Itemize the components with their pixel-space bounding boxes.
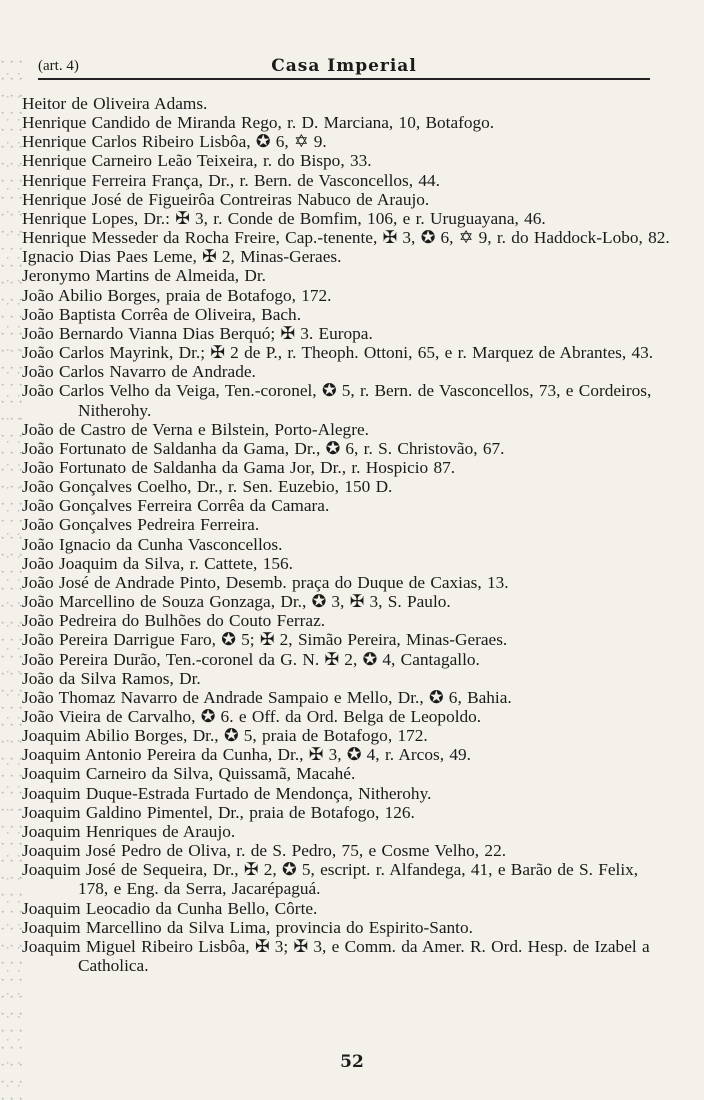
list-item: João Fortunato de Saldanha da Gama Jor, Dr., r. Hospicio 87.	[22, 457, 456, 477]
margin-speckle	[0, 60, 22, 1100]
list-item: João Marcellino de Souza Gonzaga, Dr., ✪ 3, ✠ 3, S. Paulo.	[22, 592, 451, 612]
list-item: João Gonçalves Pedreira Ferreira.	[22, 515, 260, 535]
list-item: Joaquim José Pedro de Oliva, r. de S. Pedro, 75, e Cosme Velho, 22.	[22, 841, 507, 861]
list-item: Joaquim Antonio Pereira da Cunha, Dr., ✠ 3, ✪ 4, r. Arcos, 49.	[22, 745, 471, 765]
list-item: João José de Andrade Pinto, Desemb. praça do Duque de Caxias, 13.	[22, 572, 509, 592]
list-item: João Thomaz Navarro de Andrade Sampaio e Mello, Dr., ✪ 6, Bahia.	[22, 687, 512, 707]
list-item: João Baptista Corrêa de Oliveira, Bach.	[22, 304, 302, 324]
article-reference: (art. 4)	[38, 58, 79, 74]
list-item: João Pedreira do Bulhões do Couto Ferraz.	[22, 611, 326, 631]
list-item: Henrique José de Figueirôa Contreiras Nabuco de Araujo.	[22, 189, 430, 209]
list-item: Henrique Messeder da Rocha Freire, Cap.-tenente, ✠ 3, ✪ 6, ✡ 9, r. do Haddock-Lobo, 82.	[22, 228, 670, 248]
list-item: Heitor de Oliveira Adams.	[22, 94, 208, 113]
list-item: João Fortunato de Saldanha da Gama, Dr., ✪ 6, r. S. Christovão, 67.	[22, 438, 505, 458]
list-item: Joaquim Carneiro da Silva, Quissamã, Macahé.	[22, 764, 356, 784]
list-item: Joaquim Abilio Borges, Dr., ✪ 5, praia de Botafogo, 172.	[22, 726, 428, 746]
list-item: Henrique Candido de Miranda Rego, r. D. Marciana, 10, Botafogo.	[22, 113, 495, 133]
list-item: Joaquim Miguel Ribeiro Lisbôa, ✠ 3; ✠ 3, e Comm. da Amer. R. Ord. Hesp. de Izabel a Catholica.	[22, 936, 650, 976]
list-item: João de Castro de Verna e Bilstein, Porto-Alegre.	[22, 419, 369, 439]
list-item: Jeronymo Martins de Almeida, Dr.	[22, 266, 266, 286]
list-item: Joaquim Duque-Estrada Furtado de Mendonça, Nitherohy.	[22, 783, 432, 803]
page-number: 52	[340, 1052, 364, 1072]
list-item: Joaquim Marcellino da Silva Lima, provincia do Espirito-Santo.	[22, 917, 473, 937]
list-item: João da Silva Ramos, Dr.	[22, 668, 201, 688]
list-item: João Joaquim da Silva, r. Cattete, 156.	[22, 553, 293, 573]
list-item: João Abilio Borges, praia de Botafogo, 172.	[22, 285, 332, 305]
list-item: João Vieira de Carvalho, ✪ 6. e Off. da Ord. Belga de Leopoldo.	[22, 707, 482, 726]
list-item: Ignacio Dias Paes Leme, ✠ 2, Minas-Geraes.	[22, 247, 342, 267]
list-item: João Pereira Durão, Ten.-coronel da G. N. ✠ 2, ✪ 4, Cantagallo.	[22, 649, 480, 669]
list-item: Joaquim Leocadio da Cunha Bello, Côrte.	[22, 898, 318, 918]
list-item: Henrique Lopes, Dr.: ✠ 3, r. Conde de Bomfim, 106, e r. Uruguayana, 46.	[22, 208, 546, 228]
list-item: João Carlos Mayrink, Dr.; ✠ 2 de P., r. Theoph. Ottoni, 65, e r. Marquez de Abrantes, 43.	[22, 343, 654, 363]
list-item: Henrique Ferreira França, Dr., r. Bern. de Vasconcellos, 44.	[22, 170, 440, 190]
list-item: Joaquim Galdino Pimentel, Dr., praia de Botafogo, 126.	[22, 802, 415, 822]
page-title: Casa Imperial	[271, 56, 417, 76]
list-item: João Gonçalves Coelho, Dr., r. Sen. Euzebio, 150 D.	[22, 477, 393, 497]
list-item: João Carlos Navarro de Andrade.	[22, 362, 256, 382]
list-item: Joaquim José de Sequeira, Dr., ✠ 2, ✪ 5, escript. r. Alfandega, 41, e Barão de S. Felix, 178, e Eng. da Serra, Jacarépaguá.	[22, 860, 639, 899]
list-item: João Gonçalves Ferreira Corrêa da Camara.	[22, 496, 330, 516]
page-header	[38, 52, 650, 80]
list-item: Joaquim Henriques de Araujo.	[22, 821, 236, 841]
list-item: João Ignacio da Cunha Vasconcellos.	[22, 534, 283, 554]
list-item: João Carlos Velho da Veiga, Ten.-coronel, ✪ 5, r. Bern. de Vasconcellos, 73, e Cordeiros, Nitherohy.	[22, 381, 652, 420]
list-item: Henrique Carneiro Leão Teixeira, r. do Bispo, 33.	[22, 151, 372, 171]
list-item: Henrique Carlos Ribeiro Lisbôa, ✪ 6, ✡ 9.	[22, 132, 327, 152]
list-item: João Pereira Darrigue Faro, ✪ 5; ✠ 2, Simão Pereira, Minas-Geraes.	[22, 630, 508, 650]
list-item: João Bernardo Vianna Dias Berquó; ✠ 3. Europa.	[22, 323, 373, 343]
entry-list	[22, 94, 670, 975]
